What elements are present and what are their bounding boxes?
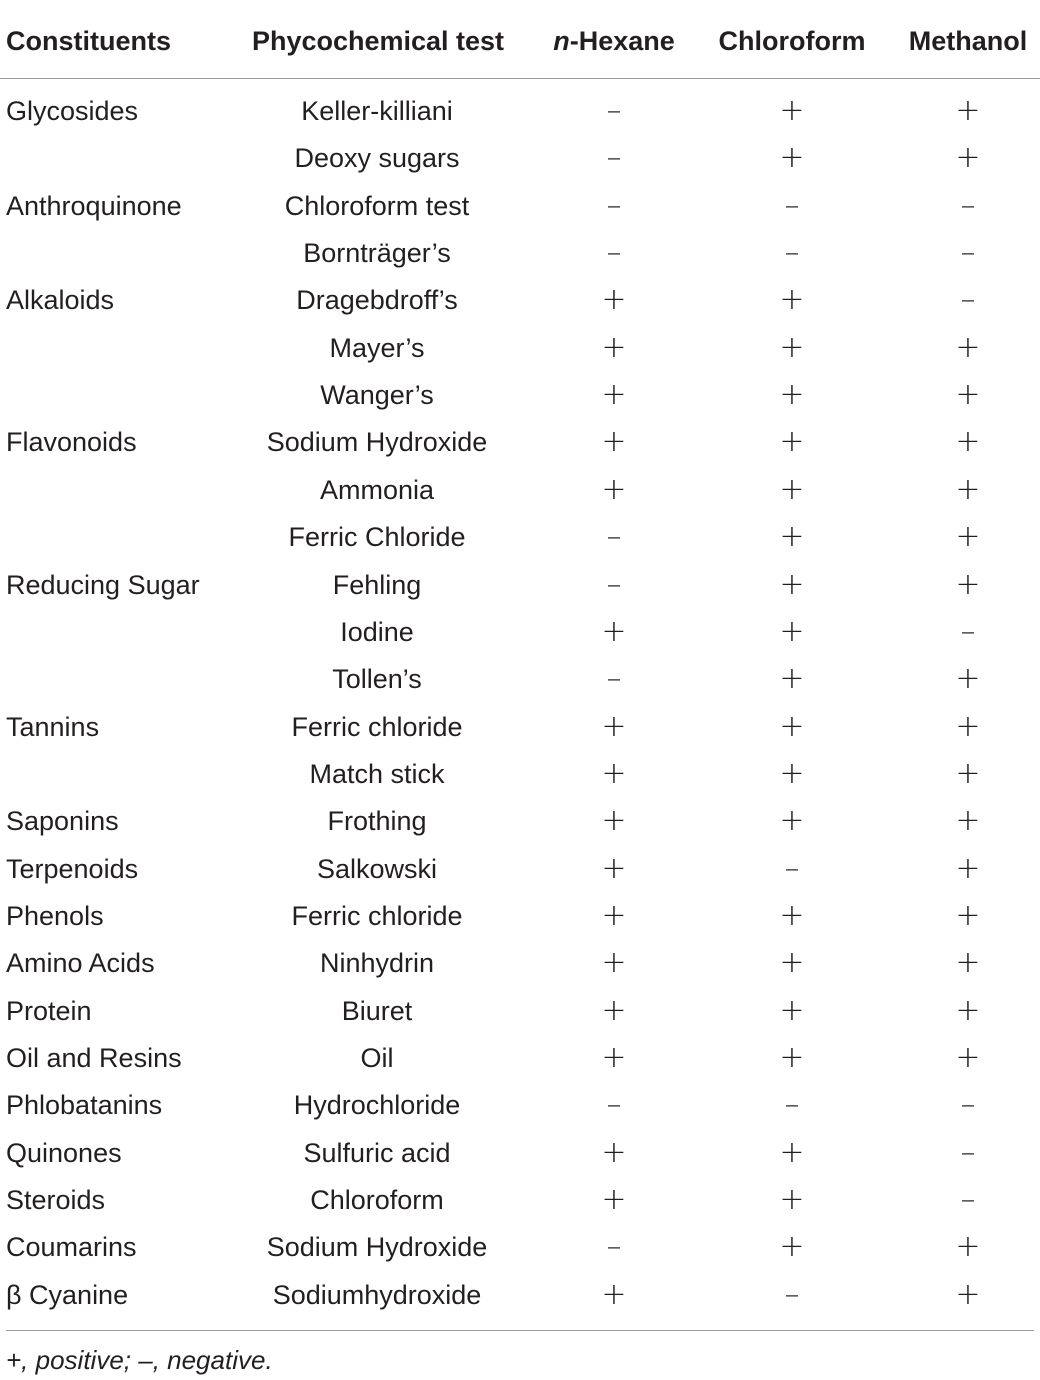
cell-constituent: Glycosides (6, 96, 139, 126)
cell-hexane: + (601, 613, 627, 649)
table-row (0, 473, 1040, 520)
table-header (0, 0, 1040, 79)
cell-chloroform: + (779, 93, 805, 128)
cell-test: Hydrochloride (293, 1090, 461, 1121)
cell-test: Biuret (341, 995, 413, 1026)
table-footer-rule (6, 1330, 1034, 1331)
cell-hexane: – (606, 93, 622, 128)
cell-test: Ferric chloride (291, 900, 463, 931)
table-row (0, 331, 1040, 378)
cell-chloroform: + (779, 377, 805, 413)
cell-methanol: + (955, 93, 981, 128)
cell-methanol: + (955, 519, 981, 555)
table-row (0, 757, 1040, 804)
cell-test: Sodium Hydroxide (266, 427, 488, 458)
cell-constituent: Terpenoids (6, 853, 139, 884)
cell-constituent: Anthroquinone (6, 190, 182, 221)
table-row (0, 615, 1040, 662)
cell-methanol: + (955, 424, 981, 460)
cell-hexane: + (601, 424, 627, 460)
cell-methanol: + (955, 377, 981, 413)
header-constituents: Constituents (6, 26, 171, 56)
cell-methanol: – (960, 1182, 976, 1218)
cell-methanol: + (955, 897, 981, 933)
cell-test: Wanger’s (320, 380, 434, 411)
cell-hexane: + (601, 945, 627, 981)
cell-test: Sulfuric acid (303, 1137, 451, 1168)
cell-test: Bornträger’s (303, 238, 451, 269)
table-row (0, 425, 1040, 472)
header-test: Phycochemical test (251, 26, 505, 56)
cell-chloroform: + (779, 803, 805, 839)
cell-test: Oil (360, 1043, 394, 1073)
cell-hexane: + (601, 1134, 627, 1170)
cell-chloroform: + (779, 945, 805, 981)
cell-chloroform: + (779, 708, 805, 744)
cell-methanol: + (955, 755, 981, 791)
cell-test: Ferric chloride (291, 711, 463, 742)
table-row (0, 1230, 1040, 1277)
cell-methanol: + (955, 661, 981, 697)
table-row (0, 378, 1040, 425)
cell-chloroform: + (779, 1229, 805, 1265)
table-row (0, 236, 1040, 283)
cell-methanol: + (955, 708, 981, 744)
table-row (0, 520, 1040, 567)
cell-chloroform: – (784, 1087, 800, 1123)
cell-test: Ninhydrin (319, 948, 435, 979)
cell-hexane: + (601, 1182, 627, 1218)
cell-constituent: Phlobatanins (6, 1090, 163, 1121)
cell-test: Salkowski (316, 853, 438, 884)
cell-methanol: – (960, 613, 976, 649)
table-row (0, 189, 1040, 236)
cell-methanol: – (960, 187, 976, 223)
cell-chloroform: + (779, 992, 805, 1028)
table-row (0, 994, 1040, 1041)
cell-chloroform: + (779, 1182, 805, 1218)
cell-chloroform: + (779, 519, 805, 555)
cell-methanol: + (955, 1040, 981, 1075)
cell-hexane: + (601, 377, 627, 413)
table-footnote: +, positive; –, negative. (6, 1345, 273, 1375)
cell-hexane: + (601, 329, 627, 365)
cell-chloroform: + (779, 755, 805, 791)
cell-hexane: + (601, 1276, 627, 1312)
cell-test: Chloroform (310, 1185, 444, 1216)
cell-methanol: + (955, 1276, 981, 1312)
table-row (0, 283, 1040, 330)
header-hexane-rest: -Hexane (569, 26, 675, 56)
cell-hexane: – (606, 566, 622, 602)
header-hexane (553, 24, 675, 58)
table-row (0, 1136, 1040, 1183)
cell-chloroform: – (784, 187, 800, 223)
cell-test: Ferric Chloride (288, 522, 466, 553)
cell-methanol: – (960, 282, 976, 318)
cell-test: Fehling (332, 569, 422, 600)
cell-chloroform: + (779, 1040, 805, 1075)
cell-methanol: – (960, 235, 976, 271)
header-chloroform: Chloroform (718, 26, 866, 56)
cell-chloroform: + (779, 140, 805, 176)
cell-chloroform: + (779, 329, 805, 365)
cell-test: Frothing (327, 806, 427, 837)
cell-chloroform: + (779, 471, 805, 507)
cell-constituent: Coumarins (6, 1232, 137, 1263)
cell-hexane: – (606, 140, 622, 176)
table-row (0, 804, 1040, 851)
cell-constituent: Flavonoids (6, 427, 137, 458)
cell-test: Sodiumhydroxide (272, 1279, 482, 1310)
table-row (0, 568, 1040, 615)
cell-test: Dragebdroff’s (296, 285, 458, 316)
cell-test: Match stick (309, 758, 445, 789)
cell-hexane: – (606, 235, 622, 271)
table-row (0, 141, 1040, 188)
cell-methanol: + (955, 850, 981, 886)
cell-hexane: + (601, 755, 627, 791)
cell-hexane: – (606, 1229, 622, 1265)
cell-test: Mayer’s (329, 332, 425, 363)
cell-test: Chloroform test (284, 190, 470, 221)
cell-methanol: – (960, 1134, 976, 1170)
cell-methanol: + (955, 803, 981, 839)
header-hexane-prefix: n (553, 26, 570, 56)
cell-test: Tollen’s (332, 664, 422, 695)
cell-methanol: + (955, 566, 981, 602)
cell-chloroform: + (779, 613, 805, 649)
cell-methanol: + (955, 140, 981, 176)
table-row (0, 946, 1040, 993)
cell-chloroform: + (779, 424, 805, 460)
table-row (0, 1183, 1040, 1230)
cell-constituent: Steroids (6, 1185, 106, 1216)
cell-constituent: Protein (6, 995, 92, 1026)
table-row (0, 710, 1040, 757)
cell-hexane: + (601, 850, 627, 886)
cell-chloroform: – (784, 235, 800, 271)
cell-chloroform: + (779, 897, 805, 933)
cell-chloroform: + (779, 1134, 805, 1170)
cell-constituent: Tannins (6, 711, 100, 742)
cell-hexane: – (606, 519, 622, 555)
cell-constituent: Reducing Sugar (6, 569, 200, 600)
table-row (0, 899, 1040, 946)
cell-chloroform: – (784, 850, 800, 886)
cell-hexane: + (601, 708, 627, 744)
cell-hexane: + (601, 1040, 627, 1075)
cell-test: Iodine (340, 616, 414, 647)
cell-constituent: Oil and Resins (6, 1043, 182, 1073)
cell-methanol: + (955, 471, 981, 507)
cell-methanol: + (955, 945, 981, 981)
table-row (0, 1041, 1040, 1088)
cell-hexane: – (606, 187, 622, 223)
cell-test: Sodium Hydroxide (266, 1232, 488, 1263)
cell-methanol: – (960, 1087, 976, 1123)
table-row (0, 94, 1040, 141)
cell-hexane: – (606, 661, 622, 697)
cell-hexane: + (601, 471, 627, 507)
table-row (0, 1278, 1040, 1325)
cell-constituent: Saponins (6, 806, 119, 837)
cell-constituent: Amino Acids (6, 948, 155, 979)
cell-test: Keller-killiani (301, 96, 453, 126)
cell-methanol: + (955, 329, 981, 365)
cell-hexane: + (601, 803, 627, 839)
cell-chloroform: + (779, 566, 805, 602)
header-methanol: Methanol (908, 26, 1028, 56)
cell-constituent: β Cyanine (6, 1279, 129, 1310)
cell-hexane: – (606, 1087, 622, 1123)
cell-methanol: + (955, 992, 981, 1028)
cell-constituent: Alkaloids (6, 285, 115, 316)
cell-constituent: Quinones (6, 1137, 122, 1168)
cell-constituent: Phenols (6, 900, 104, 931)
table-row (0, 852, 1040, 899)
cell-methanol: + (955, 1229, 981, 1265)
cell-test: Ammonia (319, 474, 435, 505)
cell-hexane: + (601, 897, 627, 933)
cell-test: Deoxy sugars (294, 143, 460, 174)
cell-hexane: + (601, 992, 627, 1028)
cell-chloroform: + (779, 661, 805, 697)
table-row (0, 1088, 1040, 1135)
table-row (0, 662, 1040, 709)
cell-chloroform: + (779, 282, 805, 318)
cell-hexane: + (601, 282, 627, 318)
cell-chloroform: – (784, 1276, 800, 1312)
